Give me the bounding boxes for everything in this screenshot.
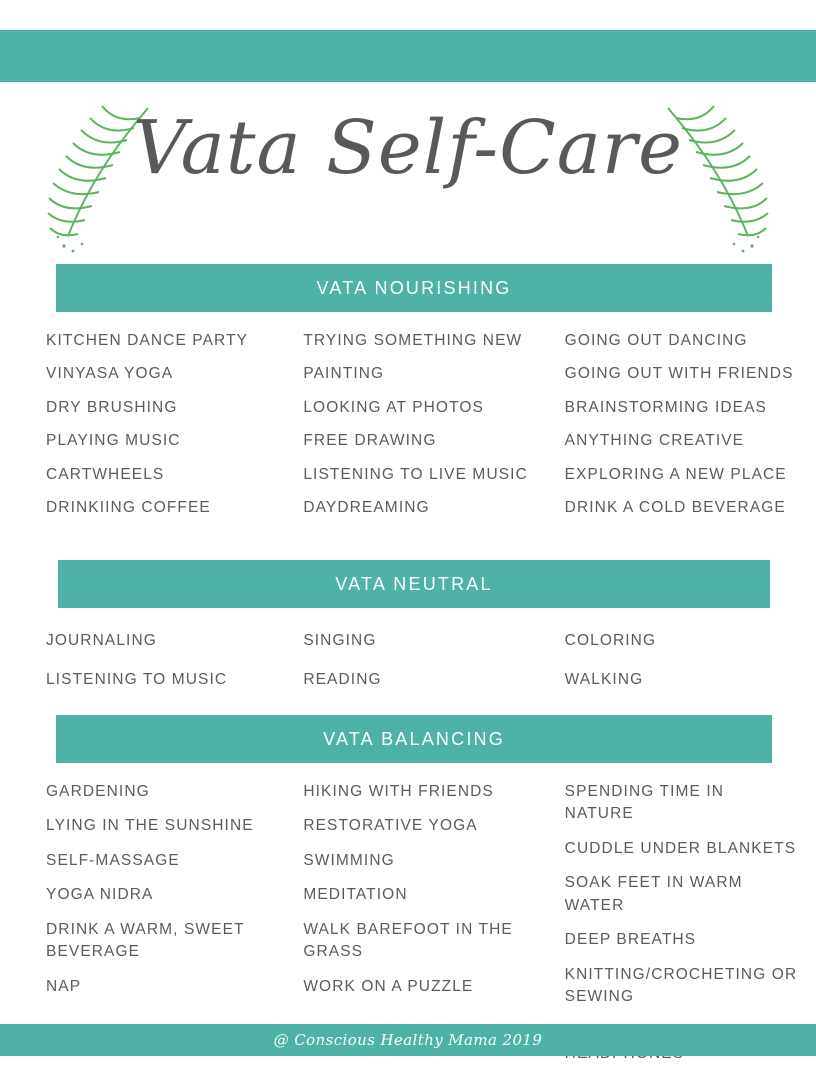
list-item: DEEP BREATHS (564, 931, 697, 949)
list-item: SELF-MASSAGE (46, 851, 180, 869)
list-item: SOAK FEET IN WARM WATER (564, 874, 743, 914)
list-item: EXPLORING A NEW PLACE (564, 465, 787, 483)
list-item: PAINTING (303, 365, 385, 383)
list-item: DAYDREAMING (303, 499, 430, 517)
list-item: LISTENING TO MUSIC (46, 671, 228, 689)
list-item: COLORING (564, 632, 657, 649)
list-item: CUDDLE UNDER BLANKETS (564, 839, 797, 857)
column (543, 330, 804, 531)
section-header: VATA NOURISHING (56, 264, 772, 312)
title-area (0, 88, 816, 268)
column (543, 630, 804, 709)
list-item: VINYASA YOGA (46, 365, 174, 383)
list-item: LOOKING AT PHOTOS (303, 398, 484, 416)
list-item: HIKING WITH FRIENDS (303, 783, 494, 800)
list-item: DRY BRUSHING (46, 398, 178, 416)
list-item: TRYING SOMETHING NEW (303, 332, 523, 349)
footer-credit: @ Conscious Healthy Mama 2019 (0, 1024, 816, 1056)
list-item: RESTORATIVE YOGA (303, 817, 478, 835)
section-vata-neutral (0, 560, 816, 709)
top-accent-band (0, 30, 816, 82)
page-title: Vata Self-Care (133, 105, 683, 191)
column (46, 630, 285, 709)
section-header: VATA NEUTRAL (58, 560, 770, 608)
list-item: YOGA NIDRA (46, 886, 154, 904)
list-item: WORK ON A PUZZLE (303, 977, 474, 995)
list-item: WALK BAREFOOT IN THE GRASS (303, 920, 513, 961)
column (285, 330, 542, 531)
list-item: SINGING (303, 632, 377, 649)
section-columns (0, 312, 816, 531)
list-item: KITCHEN DANCE PARTY (46, 332, 249, 349)
list-item: DRINK A WARM, SWEET BEVERAGE (46, 920, 245, 961)
list-item: GOING OUT WITH FRIENDS (564, 365, 794, 383)
section-header: VATA BALANCING (56, 715, 772, 763)
list-item: MEDITATION (303, 886, 408, 904)
list-item: DRINKIING COFFEE (46, 499, 211, 517)
list-item: DRINK A COLD BEVERAGE (564, 499, 786, 517)
list-item: NAP (46, 977, 82, 995)
list-item: ANYTHING CREATIVE (564, 432, 745, 450)
column (46, 330, 285, 531)
list-item: LYING IN THE SUNSHINE (46, 817, 254, 835)
list-item: GOING OUT DANCING (564, 332, 748, 349)
list-item: FREE DRAWING (303, 432, 437, 450)
section-columns (0, 608, 816, 709)
list-item: SPENDING TIME IN NATURE (564, 783, 725, 823)
fern-leaf-icon (656, 96, 776, 256)
list-item: JOURNALING (46, 632, 157, 649)
list-item: GARDENING (46, 783, 150, 800)
section-vata-nourishing (0, 264, 816, 531)
column (285, 630, 542, 709)
list-item: READING (303, 671, 382, 689)
list-item: SWIMMING (303, 851, 395, 869)
list-item: WALKING (564, 671, 644, 689)
list-item: KNITTING/CROCHETING OR SEWING (564, 965, 798, 1006)
list-item: LISTENING TO LIVE MUSIC (303, 465, 528, 483)
list-item: PLAYING MUSIC (46, 432, 181, 450)
list-item: CARTWHEELS (46, 465, 165, 483)
list-item: BRAINSTORMING IDEAS (564, 398, 767, 416)
